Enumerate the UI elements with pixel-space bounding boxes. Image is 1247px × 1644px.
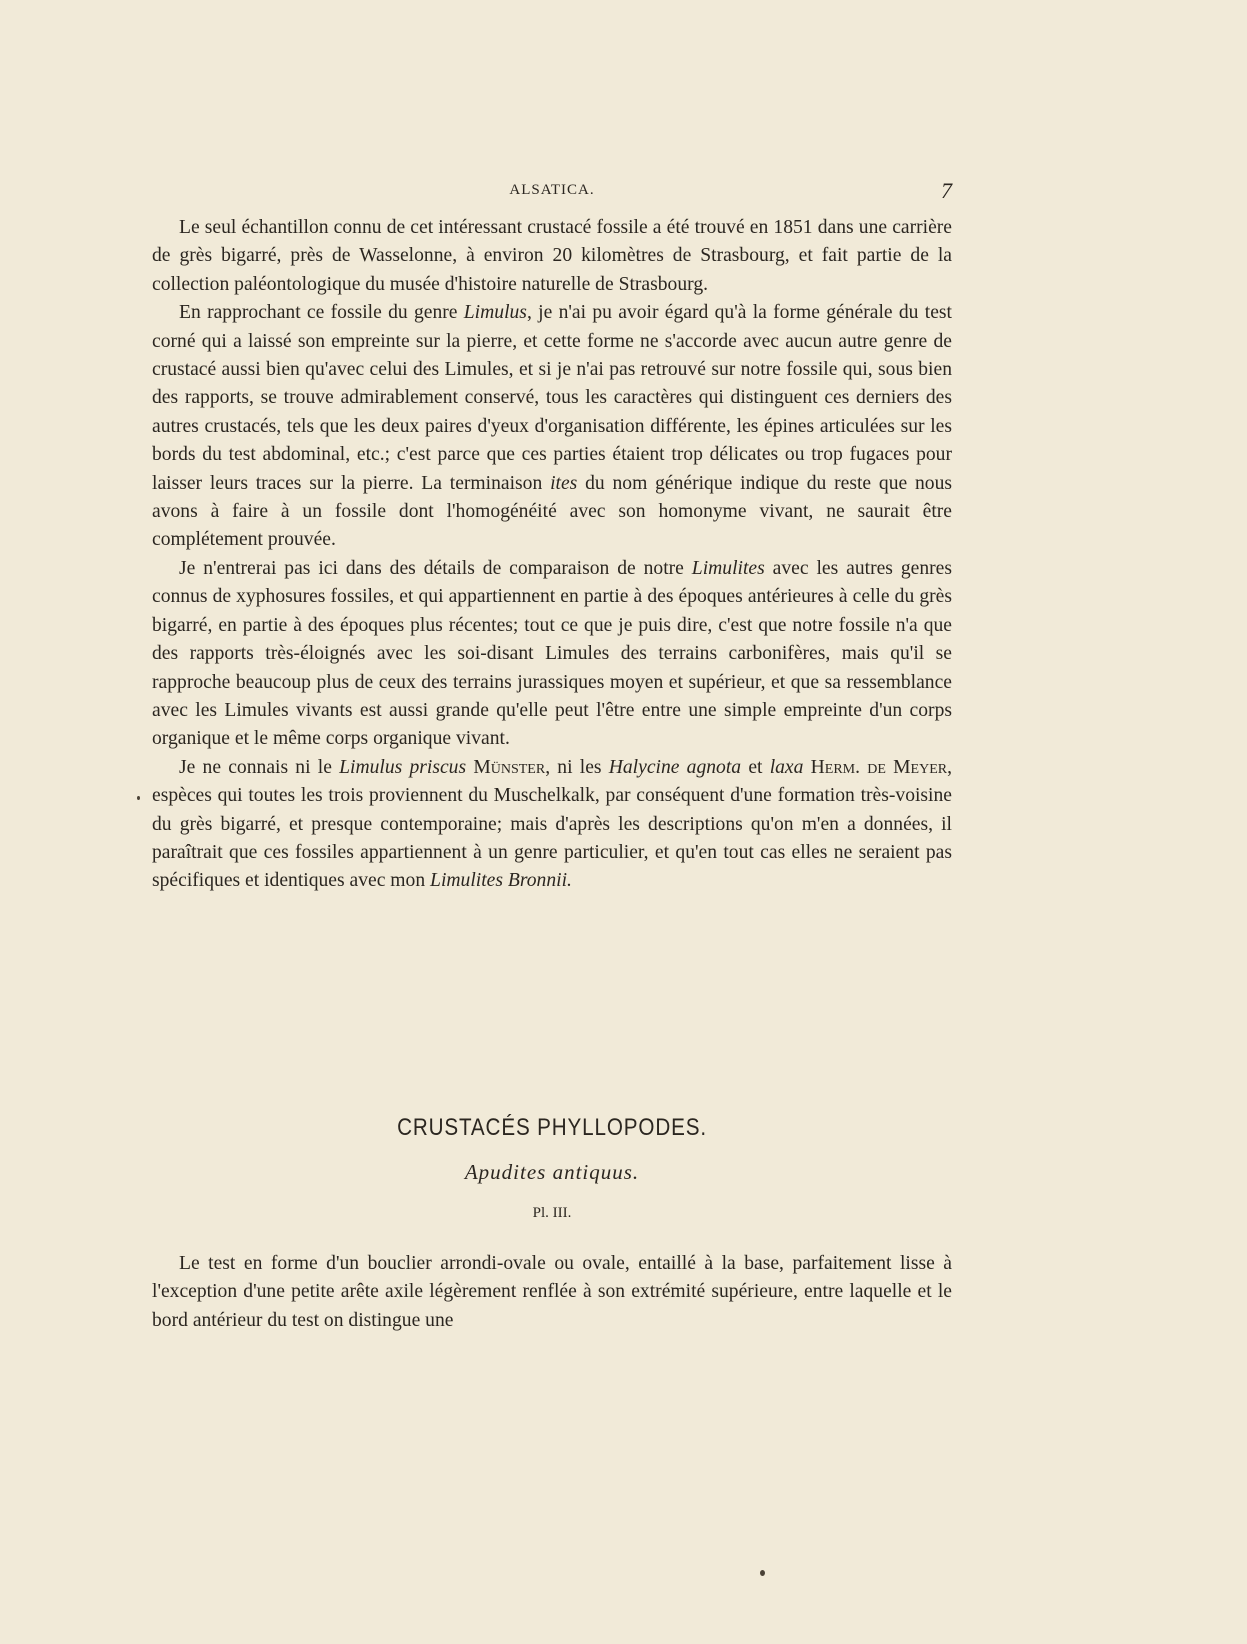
species-name-inline: laxa (769, 756, 804, 778)
running-title: ALSATICA. (509, 182, 595, 198)
ink-speck (760, 1570, 765, 1576)
text-run: , espèces qui toutes les trois proviennent du Muschelkalk, par conséquent d'une formation très-voisine du grès bigarré, et presque contemporaine; mais d'après les descriptions qu'on m'en a données, il paraîtrait que ces fossiles appartiennent à un genre particulier, et qu'en tout cas elles ne seraient pas spécifiques et identiques avec mon (152, 756, 952, 892)
text-run: , ni les (545, 756, 609, 778)
body-text (152, 214, 952, 896)
ink-speck (137, 796, 140, 800)
genus-name: Limulites (691, 557, 765, 579)
text-run: et (741, 756, 770, 778)
text-run: avec les autres genres connus de xyphosures fossiles, et qui appartiennent en partie à des époques antérieures à celle du grès bigarré, en partie à des époques plus récentes; tout ce que je puis dire, c'est que notre fossile n'a que des rapports très-éloignés avec les soi-disant Limules des terrains carbonifères, mais qu'il se rapproche beaucoup plus de ceux des terrains jurassiques moyen et supérieur, et que sa ressemblance avec les Limules vivants est aussi grande qu'elle peut l'être entre une simple empreinte d'un corps organique et le même corps organique vivant. (152, 557, 952, 750)
author-name: Münster (473, 756, 546, 778)
plate-reference: Pl. III. (532, 1205, 572, 1221)
author-name: Herm. de Meyer (810, 756, 948, 778)
paragraph-1: Le seul échantillon connu de cet intéressant crustacé fossile a été trouvé en 1851 dans une carrière de grès bigarré, près de Wasselonne, à environ 20 kilomètres de Strasbourg, et fait partie de la collection paléontologique du musée d'histoire naturelle de Strasbourg. (152, 217, 952, 295)
text-run: Je n'entrerai pas ici dans des détails de comparaison de notre (179, 557, 692, 579)
page-number: 7 (941, 178, 952, 203)
paragraph-3 (152, 555, 952, 754)
species-name-inline: Halycine agnota (608, 756, 742, 778)
genus-name: Limulus (463, 302, 527, 324)
body-text-continued (152, 1250, 952, 1335)
text-run: Je ne connais ni le (179, 756, 340, 778)
paragraph-5: Le test en forme d'un bouclier arrondi-ovale ou ovale, entaillé à la base, parfaitement lisse à l'exception d'une petite arête axile légèrement renflée à son extrémité supérieure, entre laquelle et le bord antérieur du test on distingue une (152, 1253, 952, 1331)
species-heading: Apudites antiquus. (464, 1160, 640, 1184)
species-name-inline: Limulites Bronnii. (430, 870, 572, 892)
suffix-term: ites (550, 472, 578, 494)
paragraph-2 (152, 299, 952, 555)
species-name-inline: Limulus priscus (339, 756, 467, 778)
text-run: , je n'ai pu avoir égard qu'à la forme générale du test corné qui a laissé son empreinte sur la pierre, et cette forme ne s'accorde avec aucun autre genre de crustacé aussi bien qu'avec celui des Limules, et si je n'ai pas retrouvé sur notre fossile qui, sous bien des rapports, se trouve admirablement conservé, tous les caractères qui distinguent ces derniers des autres crustacés, tels que les deux paires d'yeux d'organisation différente, les épines articulées sur les bords du test abdominal, etc.; c'est parce que ces parties étaient trop délicates ou trop fugaces pour laisser leurs traces sur la pierre. La terminaison (152, 302, 952, 494)
section-title: CRUSTACÉS PHYLLOPODES. (397, 1114, 707, 1141)
paragraph-4 (152, 754, 952, 896)
text-run: du nom générique indique du reste que nous avons à faire à un fossile dont l'homogénéité avec son homonyme vivant, ne saurait être complétement prouvée. (152, 472, 952, 551)
page-header (152, 178, 952, 206)
text-run: En rapprochant ce fossile du genre (179, 302, 464, 324)
